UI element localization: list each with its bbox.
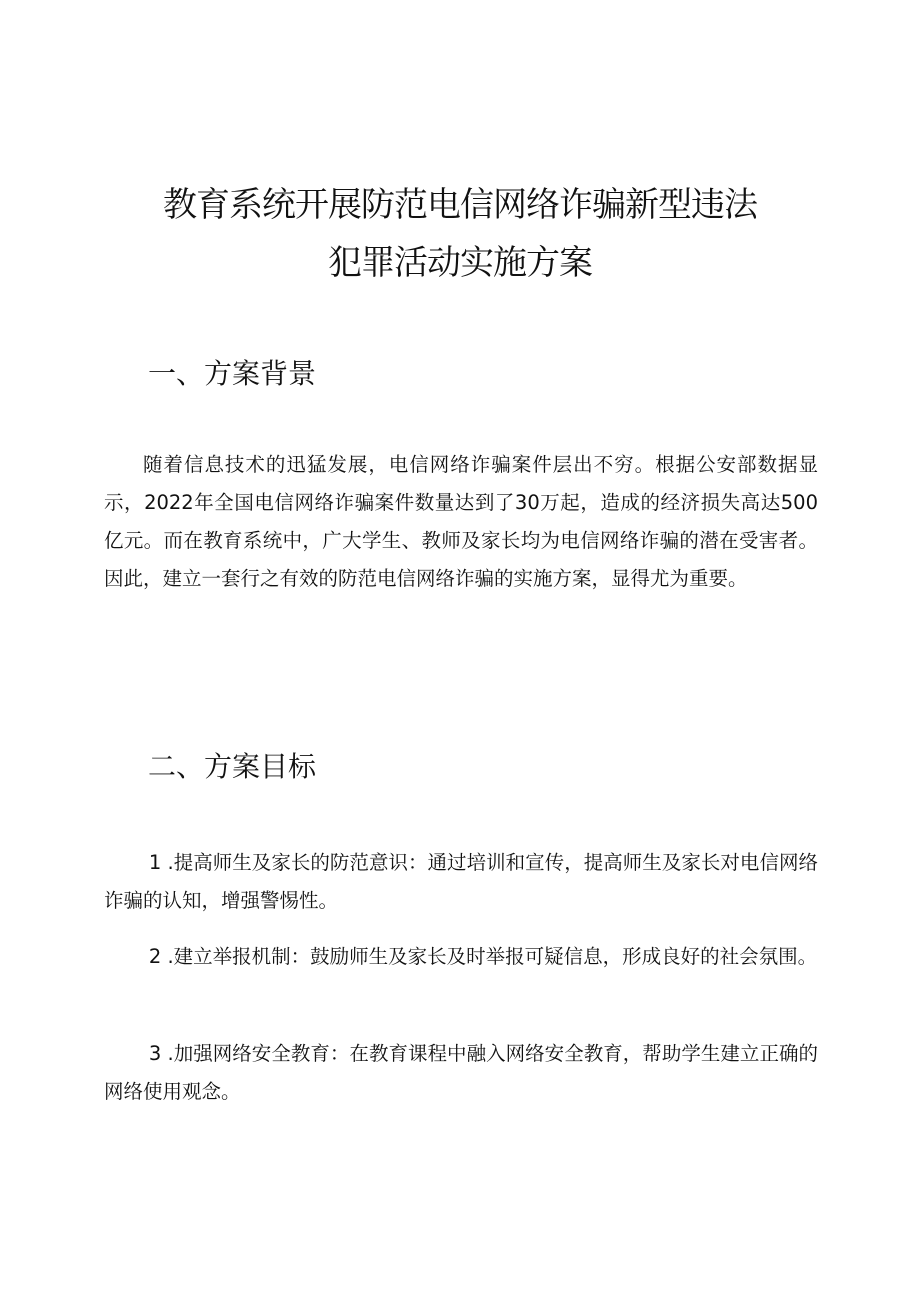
goal-item-1: 1 .提高师生及家长的防范意识：通过培训和宣传，提高师生及家长对电信网络诈骗的认知，增强警惕性。: [104, 851, 818, 912]
section-heading-goals: 二、方案目标: [148, 750, 317, 783]
title-line-2: 犯罪活动实施方案: [328, 243, 592, 283]
title-line-1: 教育系统开展防范电信网络诈骗新型违法: [163, 185, 757, 225]
background-paragraph: 随着信息技术的迅猛发展，电信网络诈骗案件层出不穷。根据公安部数据显示，2022年全国电信网络诈骗案件数量达到了30万起，造成的经济损失高达500亿元。而在教育系统中，广大学生、教师及家长均为电信网络诈骗的潜在受害者。因此，建立一套行之有效的防范电信网络诈骗的实施方案，显得尤为重要。: [104, 453, 818, 590]
goal-item-3: 3 .加强网络安全教育：在教育课程中融入网络安全教育，帮助学生建立正确的网络使用观念。: [104, 1042, 818, 1103]
section-heading-background: 一、方案背景: [148, 357, 317, 390]
goal-item-2: 2 .建立举报机制：鼓励师生及家长及时举报可疑信息，形成良好的社会氛围。: [148, 945, 818, 968]
document-title: [100, 176, 820, 292]
